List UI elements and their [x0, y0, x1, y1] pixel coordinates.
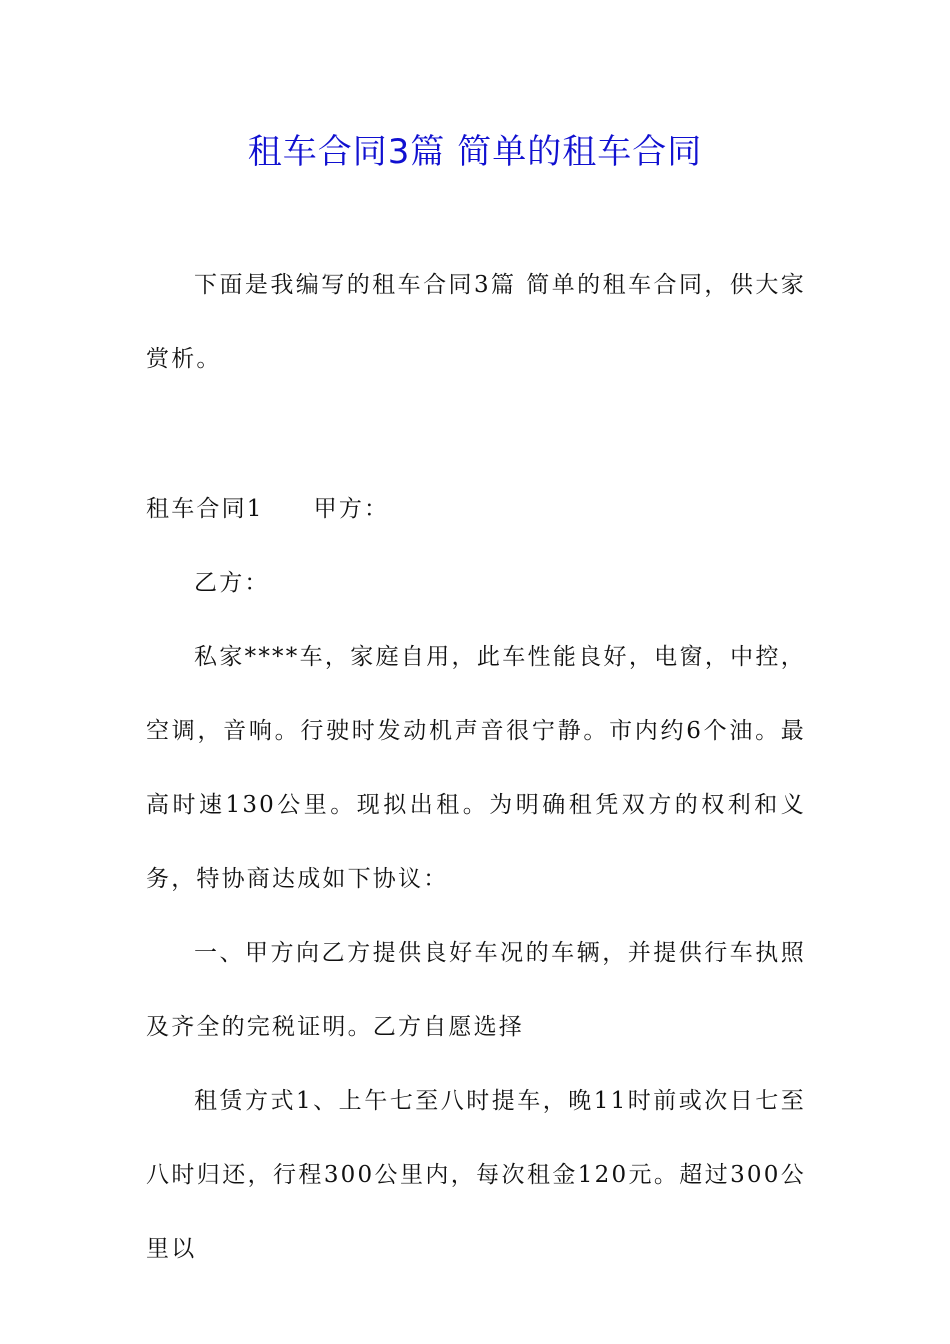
party-b-label: 乙方： [194, 570, 270, 596]
rental-mode1-paragraph: 租赁方式1、上午七至八时提车，晚11时前或次日七至八时归还，行程300公里内，每次租金120元。超过300公里以 [146, 1088, 806, 1262]
clause1-paragraph: 一、甲方向乙方提供良好车况的车辆，并提供行车执照及齐全的完税证明。乙方自愿选择 [146, 940, 806, 1040]
contract1-section [146, 472, 806, 1286]
document-title: 租车合同3篇 简单的租车合同 [247, 132, 703, 172]
intro-paragraph: 下面是我编写的租车合同3篇 简单的租车合同，供大家赏析。 [146, 272, 806, 372]
intro-section [146, 248, 806, 396]
contract1-heading: 租车合同1 [146, 496, 264, 522]
vehicle-description-paragraph: 私家****车，家庭自用，此车性能良好，电窗，中控，空调，音响。行驶时发动机声音很宁静。市内约6个油。最高时速130公里。现拟出租。为明确租凭双方的权利和义务，特协商达成如下协议： [146, 644, 806, 892]
party-a-label: 甲方： [313, 496, 390, 522]
contract1-heading-line [146, 472, 806, 546]
